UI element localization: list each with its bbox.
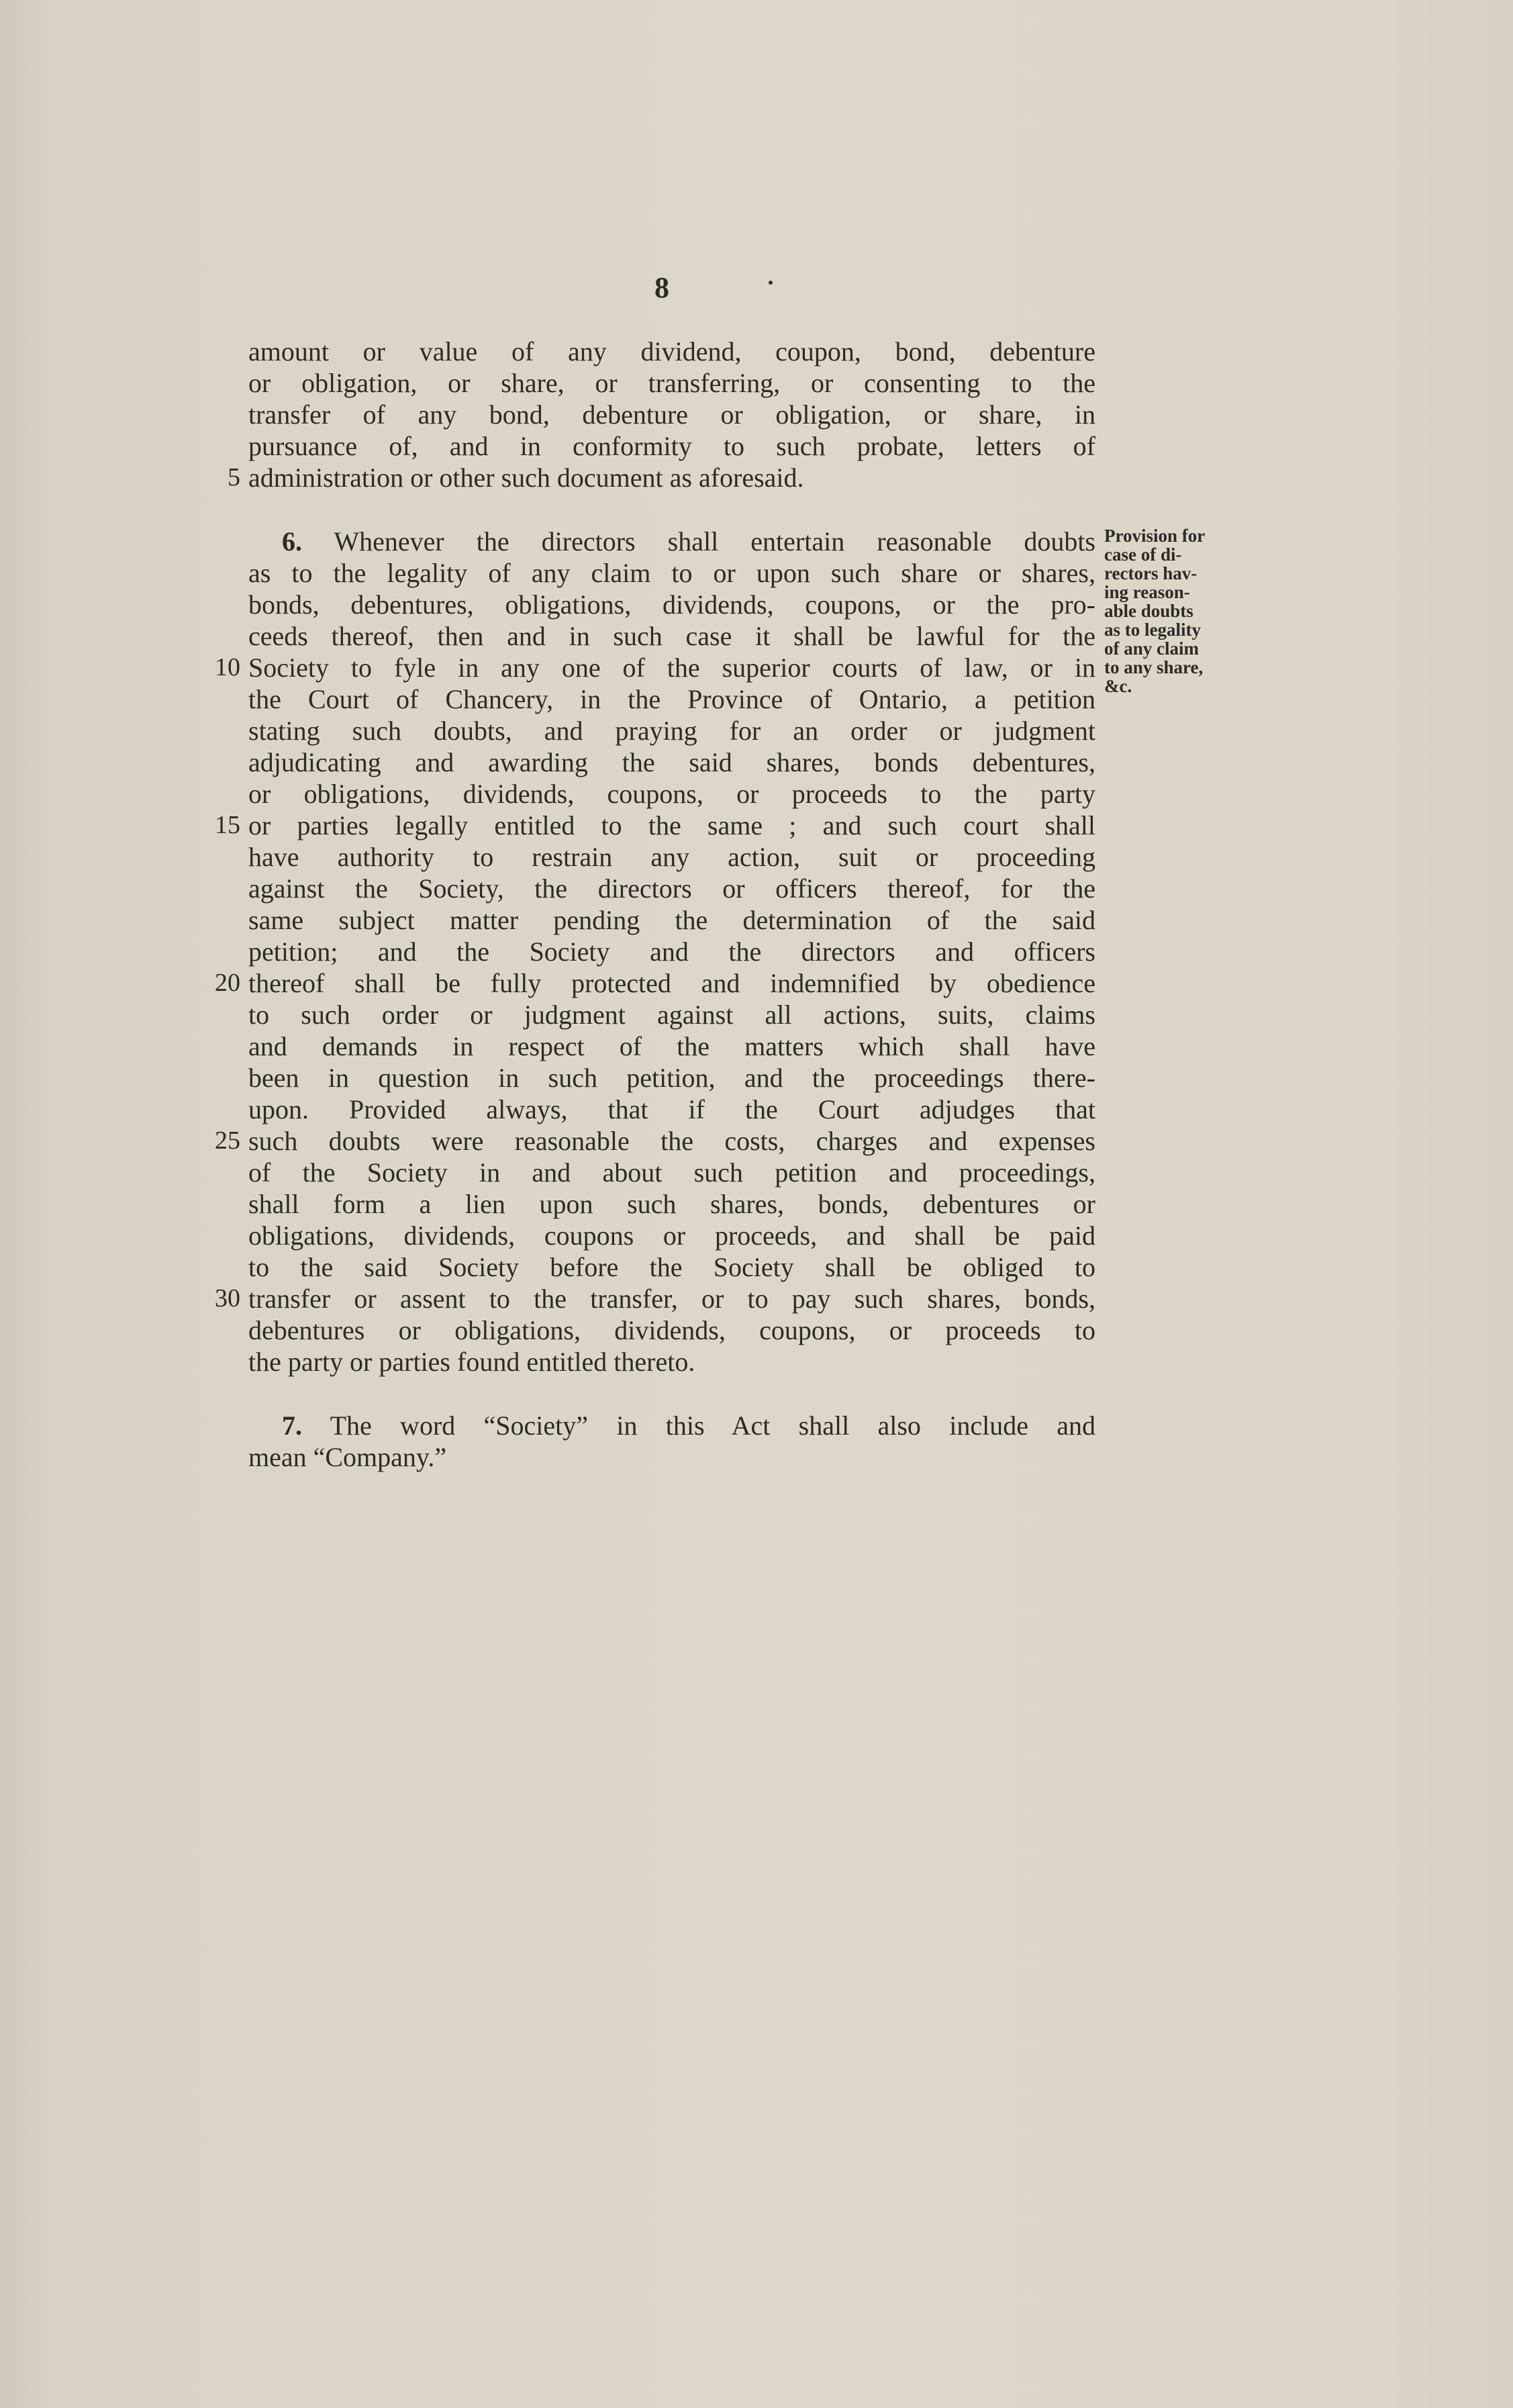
- line-number: 20: [215, 969, 240, 997]
- text-line: shall form a lien upon such shares, bonds, debentures or: [248, 1189, 1095, 1219]
- ink-speck: [769, 281, 773, 285]
- text-line: and demands in respect of the matters which shall have: [248, 1031, 1095, 1061]
- margin-note-line: Provision for: [1104, 526, 1206, 546]
- text-line: have authority to restrain any action, suit or proceeding: [248, 842, 1095, 872]
- line-number: 15: [215, 811, 240, 839]
- margin-note: [1104, 526, 1252, 695]
- text-line: against the Society, the directors or officers thereof, for the: [248, 873, 1095, 904]
- line-number: 5: [228, 463, 240, 491]
- margin-note-line: able doubts: [1104, 601, 1193, 621]
- text-line: been in question in such petition, and the proceedings there-: [248, 1063, 1095, 1093]
- text-line: or obligation, or share, or transferring, or consenting to the: [248, 368, 1095, 398]
- margin-note-line: &c.: [1104, 676, 1132, 696]
- text-line: amount or value of any dividend, coupon, bond, debenture: [248, 336, 1095, 367]
- text-line: of the Society in and about such petition and proceedings,: [248, 1157, 1095, 1188]
- text-run: Whenever the directors shall entertain reasonable doubts: [334, 526, 1096, 557]
- text-line: mean “Company.”: [248, 1442, 447, 1472]
- text-line: or parties legally entitled to the same ; and such court shall: [248, 810, 1095, 840]
- margin-note-line: case of di-: [1104, 544, 1182, 565]
- text-line: bonds, debentures, obligations, dividends, coupons, or the pro-: [248, 589, 1095, 620]
- margin-note-line: ing reason-: [1104, 582, 1190, 602]
- line-number: 25: [215, 1126, 240, 1155]
- text-line: petition; and the Society and the directors and officers: [248, 936, 1095, 967]
- text-line: obligations, dividends, coupons or proceeds, and shall be paid: [248, 1220, 1095, 1251]
- section-number: 6.: [282, 526, 302, 557]
- text-line: the Court of Chancery, in the Province of Ontario, a petition: [248, 684, 1095, 714]
- section-number: 7.: [282, 1410, 302, 1441]
- text-line: to the said Society before the Society shall be obliged to: [248, 1252, 1095, 1282]
- margin-note-line: of any claim: [1104, 638, 1199, 659]
- text-line: to such order or judgment against all actions, suits, claims: [248, 1000, 1095, 1030]
- text-line: upon. Provided always, that if the Court adjudges that: [248, 1094, 1095, 1124]
- text-line: stating such doubts, and praying for an order or judgment: [248, 716, 1095, 746]
- text-line: Society to fyle in any one of the superior courts of law, or in: [248, 653, 1095, 683]
- line-number: 30: [215, 1284, 240, 1312]
- section-7-first-line: [282, 1410, 1095, 1441]
- margin-note-line: rectors hav-: [1104, 563, 1198, 583]
- text-line: the party or parties found entitled thereto.: [248, 1347, 695, 1377]
- section-6-first-line: [282, 526, 1095, 557]
- margin-note-line: to any share,: [1104, 657, 1204, 677]
- text-line: or obligations, dividends, coupons, or proceeds to the party: [248, 779, 1095, 809]
- text-line: adjudicating and awarding the said shares, bonds debentures,: [248, 747, 1095, 777]
- text-line: debentures or obligations, dividends, coupons, or proceeds to: [248, 1315, 1095, 1345]
- text-line: thereof shall be fully protected and indemnified by obedience: [248, 968, 1095, 998]
- text-line: transfer or assent to the transfer, or to pay such shares, bonds,: [248, 1284, 1095, 1314]
- text-line: same subject matter pending the determination of the said: [248, 905, 1095, 935]
- text-line: transfer of any bond, debenture or obligation, or share, in: [248, 399, 1095, 430]
- text-line: ceeds thereof, then and in such case it shall be lawful for the: [248, 621, 1095, 651]
- line-number: 10: [215, 653, 240, 681]
- text-line: pursuance of, and in conformity to such probate, letters of: [248, 431, 1095, 461]
- text-line: administration or other such document as aforesaid.: [248, 463, 804, 493]
- text-line: such doubts were reasonable the costs, charges and expenses: [248, 1126, 1095, 1156]
- text-line: as to the legality of any claim to or upon such share or shares,: [248, 558, 1095, 588]
- margin-note-line: as to legality: [1104, 620, 1201, 640]
- text-run: The word “Society” in this Act shall also include and: [330, 1410, 1095, 1441]
- page-number: 8: [654, 271, 669, 304]
